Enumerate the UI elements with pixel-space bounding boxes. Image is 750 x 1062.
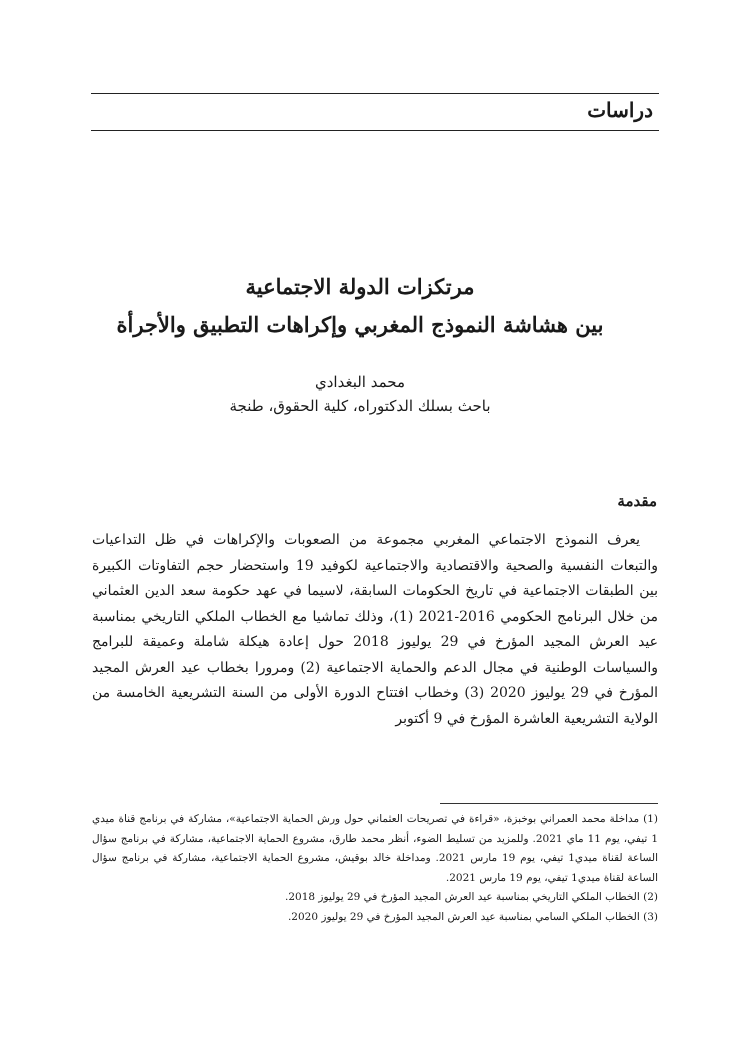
intro-heading: مقدمة — [617, 492, 657, 510]
footnote-3: (3) الخطاب الملكي السامي بمناسبة عيد العرش المجيد المؤرخ في 29 يوليوز 2020. — [287, 910, 658, 923]
section-label — [91, 98, 659, 122]
footnote-1: (1) مداخلة محمد العمراني بوخبزة، «قراءة في تصريحات العثماني حول ورش الحماية الاجتماعية»، مشاركة في برنامج قناة ميدي 1 تيفي، يوم 11 ماي 2021. وللمزيد من تسليط الضوء، أنظر محمد طارق، مشروع الحماية الاجتماعية، مشاركة في برنامج سؤال الساعة لقناة ميدي1 تيفي، يوم 19 مارس 2021. ومداخلة خالد بوقيش، مشروع الحماية الاجتماعية، مشاركة في برنامج سؤال الساعة لقناة ميدي1 تيفي، يوم 19 مارس 2021. — [92, 813, 659, 884]
author-block — [70, 370, 650, 418]
section-label-text: دراسات — [587, 98, 653, 122]
footnote-separator — [440, 803, 658, 804]
article-title — [70, 268, 650, 344]
intro-body — [92, 528, 658, 732]
footnotes — [92, 810, 658, 927]
article-title-line-2: بين هشاشة النموذج المغربي وإكراهات التطبيق والأجرأة — [116, 312, 604, 337]
footnote-2: (2) الخطاب الملكي التاريخي بمناسبة عيد العرش المجيد المؤرخ في 29 يوليوز 2018. — [285, 891, 658, 903]
section-header — [91, 93, 659, 122]
intro-paragraph: يعرف النموذج الاجتماعي المغربي مجموعة من الصعوبات والإكراهات في ظل التداعيات والتبعات النفسية والصحية والاقتصادية والاجتماعية لكوفيد 19 واستحضار حجم التفاوتات الكبيرة بين الطبقات الاجتماعية في تاريخ الحكومات السابقة، لاسيما في عهد حكومة سعد الدين العثماني من خلال البرنامج الحكومي 2016-2021 (1)، وذلك تماشيا مع الخطاب الملكي التاريخي بمناسبة عيد العرش المجيد المؤرخ في 29 يوليوز 2018 حول إعادة هيكلة شاملة وعميقة للبرامج والسياسات الوطنية في مجال الدعم والحماية الاجتماعية (2) ومرورا بخطاب عيد العرش المجيد المؤرخ في 29 يوليوز 2020 (3) وخطاب افتتاح الدورة الأولى من السنة التشريعية الخامسة من الولاية التشريعية العاشرة المؤرخ في 9 أكتوبر — [92, 532, 659, 727]
author-name: محمد البغدادي — [315, 373, 405, 391]
author-affiliation: باحث بسلك الدكتوراه، كلية الحقوق، طنجة — [229, 397, 491, 415]
article-title-line-1: مرتكزات الدولة الاجتماعية — [245, 274, 475, 299]
section-header-rule — [91, 130, 659, 131]
